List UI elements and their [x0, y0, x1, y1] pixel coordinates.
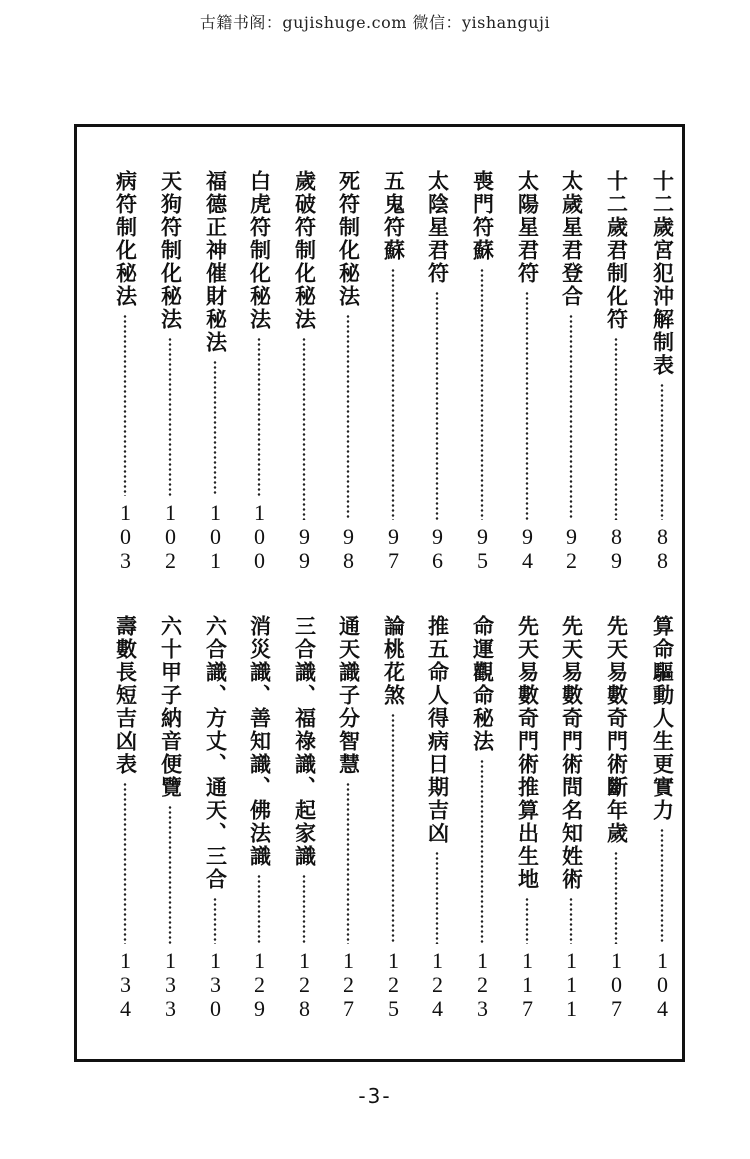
- dot-leader: [525, 291, 529, 520]
- dot-leader: [660, 828, 664, 944]
- toc-entry-page: 134: [113, 948, 138, 1020]
- toc-entry: [645, 615, 679, 1020]
- toc-entry-page: 97: [381, 524, 406, 572]
- dot-leader: [614, 337, 618, 520]
- toc-entry-page: 124: [425, 948, 450, 1020]
- dot-leader: [525, 897, 529, 944]
- toc-entry-page: 128: [292, 948, 317, 1020]
- toc-entry-title: 天狗符制化秘法: [158, 170, 183, 331]
- toc-entry-title: 太歲星君登合: [559, 170, 584, 308]
- toc-entry: [108, 170, 142, 572]
- dot-leader: [346, 314, 350, 520]
- dot-leader: [168, 337, 172, 496]
- toc-entry: [554, 170, 588, 572]
- toc-entry: [198, 170, 232, 572]
- dot-leader: [168, 805, 172, 944]
- toc-entry: [242, 170, 276, 572]
- toc-entry: [287, 170, 321, 572]
- toc-entry-page: 99: [292, 524, 317, 572]
- toc-entry: [108, 615, 142, 1020]
- dot-leader: [302, 874, 306, 944]
- toc-entry-title: 十二歲宮犯沖解制表: [650, 170, 675, 377]
- toc-entry-page: 102: [158, 500, 183, 572]
- toc-entry-page: 96: [425, 524, 450, 572]
- toc-entry: [376, 615, 410, 1020]
- toc-entry: [420, 170, 454, 572]
- toc-entry: [153, 170, 187, 572]
- dot-leader: [660, 383, 664, 520]
- toc-entry: [554, 615, 588, 1020]
- dot-leader: [302, 337, 306, 520]
- toc-entry: [331, 170, 365, 572]
- toc-entry-title: 命運觀命秘法: [470, 615, 495, 753]
- toc-entry-page: 111: [559, 948, 584, 1020]
- toc-entry: [465, 170, 499, 572]
- toc-entry: [198, 615, 232, 1020]
- toc-entry-title: 三合識、福祿識、起家識: [292, 615, 317, 868]
- toc-entry-page: 94: [515, 524, 540, 572]
- toc-entry-page: 125: [381, 948, 406, 1020]
- watermark-text: 古籍书阁：gujishuge.com 微信：yishanguji: [199, 13, 551, 32]
- toc-entry-page: 89: [604, 524, 629, 572]
- toc-entry-page: 130: [203, 948, 228, 1020]
- dot-leader: [257, 337, 261, 496]
- toc-entry-title: 推五命人得病日期吉凶: [425, 615, 450, 845]
- toc-entry: [242, 615, 276, 1020]
- toc-entry: [287, 615, 321, 1020]
- toc-entry: [599, 170, 633, 572]
- toc-entry-title: 五鬼符蘇: [381, 170, 406, 262]
- dot-leader: [435, 291, 439, 520]
- toc-entry-title: 太陽星君符: [515, 170, 540, 285]
- toc-entry-title: 壽數長短吉凶表: [113, 615, 138, 776]
- dot-leader: [257, 874, 261, 944]
- toc-entry-title: 六十甲子納音便覽: [158, 615, 183, 799]
- toc-entry-title: 死符制化秘法: [336, 170, 361, 308]
- dot-leader: [569, 314, 573, 520]
- toc-entry-page: 98: [336, 524, 361, 572]
- dot-leader: [435, 851, 439, 944]
- toc-entry-page: 104: [650, 948, 675, 1020]
- dot-leader: [346, 782, 350, 944]
- toc-entry-title: 通天識子分智慧: [336, 615, 361, 776]
- toc-entry-page: 129: [247, 948, 272, 1020]
- toc-entry-page: 117: [515, 948, 540, 1020]
- dot-leader: [480, 268, 484, 520]
- toc-entry-title: 歲破符制化秘法: [292, 170, 317, 331]
- toc-entry-page: 127: [336, 948, 361, 1020]
- toc-entry-page: 103: [113, 500, 138, 572]
- toc-entry-title: 太陰星君符: [425, 170, 450, 285]
- dot-leader: [123, 782, 127, 944]
- dot-leader: [391, 713, 395, 944]
- dot-leader: [480, 759, 484, 944]
- toc-entry: [510, 170, 544, 572]
- toc-entry: [465, 615, 499, 1020]
- toc-entry-page: 107: [604, 948, 629, 1020]
- toc-entry-title: 喪門符蘇: [470, 170, 495, 262]
- toc-entry: [510, 615, 544, 1020]
- toc-entry-title: 福德正神催財秘法: [203, 170, 228, 354]
- toc-entry: [331, 615, 365, 1020]
- toc-entry-title: 病符制化秘法: [113, 170, 138, 308]
- dot-leader: [213, 897, 217, 944]
- toc-entry: [153, 615, 187, 1020]
- toc-entry-title: 白虎符制化秘法: [247, 170, 272, 331]
- toc-entry-page: 133: [158, 948, 183, 1020]
- dot-leader: [569, 897, 573, 944]
- toc-entry: [599, 615, 633, 1020]
- toc-entry-page: 88: [650, 524, 675, 572]
- toc-entry: [645, 170, 679, 572]
- toc-entry-page: 123: [470, 948, 495, 1020]
- toc-entry-title: 先天易數奇門術斷年歲: [604, 615, 629, 845]
- toc-entry-page: 101: [203, 500, 228, 572]
- toc-entry-title: 算命驅動人生更實力: [650, 615, 675, 822]
- dot-leader: [123, 314, 127, 496]
- toc-entry-page: 95: [470, 524, 495, 572]
- toc-entry-page: 92: [559, 524, 584, 572]
- page-number: -3-: [358, 1084, 392, 1108]
- toc-entry-page: 100: [247, 500, 272, 572]
- toc-entry: [420, 615, 454, 1020]
- toc-entry-title: 消災識、善知識、佛法識: [247, 615, 272, 868]
- toc-entry-title: 六合識、方丈、通天、三合: [203, 615, 228, 891]
- toc-entry: [376, 170, 410, 572]
- toc-entry-title: 先天易數奇門術問名知姓術: [559, 615, 584, 891]
- toc-entry-title: 論桃花煞: [381, 615, 406, 707]
- toc-entry-title: 十二歲君制化符: [604, 170, 629, 331]
- dot-leader: [614, 851, 618, 944]
- dot-leader: [213, 360, 217, 496]
- dot-leader: [391, 268, 395, 520]
- toc-entry-title: 先天易數奇門術推算出生地: [515, 615, 540, 891]
